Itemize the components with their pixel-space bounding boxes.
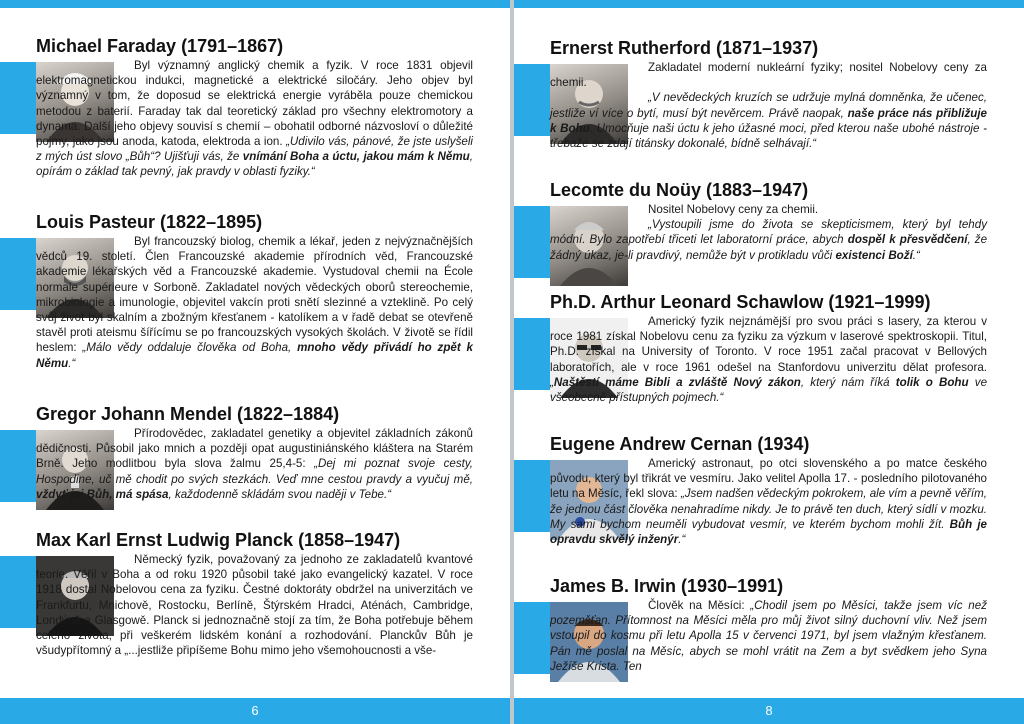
entry-irwin bbox=[514, 576, 1024, 696]
entry-text: Přírodovědec, zakladatel genetiky a objevitel základních zákonů dědičnosti. Působil jako mnich a později opat augustiniánského kláštera na Starém Brně. Jeho modlitbou byla slova žalmu 25,4-5: „Dej mi poznat svoje cesty, Hospodine, uč mě chodit po svých stezkách. Veď mne cestou pravdy a vyučuj mě, vždyť jsi Bůh, má spása, každodenně skládám svou naději v Tebe.“ bbox=[36, 427, 473, 501]
top-bar bbox=[514, 0, 1024, 8]
entry-text: Byl francouzský biolog, chemik a lékař, jeden z nejvýznačnějších vědců 19. století. Člen Francouzské akademie přírodních věd, Francouzské akademie lékařských věd a Francouzské akademie. Vystudoval chemii na École normale supérieure v Sorboně. Zakladatel nových vědeckých oborů stereochemie, mikrobiologie a imunologie, objevitel vakcín proti snětí slezinné a vzteklině. Po celý svůj život byl skalním a zbožným křesťanem - katolíkem a v řadě debat se otevřeně stavěl proti ateismu šířícímu se po francouzských vysokých školách. V životě se řídil heslem: „Málo vědy oddaluje člověka od Boha, mnoho vědy přivádí ho zpět k Němu.“ bbox=[36, 235, 473, 370]
entry-title: Eugene Andrew Cernan (1934) bbox=[550, 434, 810, 454]
top-bar bbox=[0, 0, 510, 8]
entry-du-nouy bbox=[514, 180, 1024, 290]
entry-schawlow bbox=[514, 292, 1024, 427]
blue-stripe bbox=[0, 430, 36, 502]
entry-cernan bbox=[514, 434, 1024, 569]
blue-stripe bbox=[0, 62, 36, 134]
entry-text: Člověk na Měsíci: „Chodil jsem po Měsíci, takže jsem víc než pozemšťan. Přítomnost na Měsíci měla pro můj život silný duchovní vliv. Než jsem vstoupil do kosmu při letu Apolla 15 v červenci 1971, byl jsem vlažným křesťanem. Pán mě poslal na Měsíc, abych se mohl vrátit na Zem a byt svědkem jeho Syna Ježíše Krista. Ten bbox=[550, 599, 987, 673]
entry-faraday bbox=[0, 36, 510, 206]
entry-title: Lecomte du Noüy (1883–1947) bbox=[550, 180, 809, 200]
entry-title: Ph.D. Arthur Leonard Schawlow (1921–1999) bbox=[550, 292, 931, 312]
entry-pasteur bbox=[0, 212, 510, 397]
entry-mendel bbox=[0, 404, 510, 524]
entry-text: Německý fyzik, považovaný za jednoho ze zakladatelů kvantové teorie. Věřil v Boha a od roku 1920 působil také jako evangelický kazatel. V roce 1918 dostal Nobelovou cena za fyziku. Čestné doktoráty obdržel na univerzitách ve Frankfurtu, Mnichově, Rostocku, Berlíně, Štýrském Hradci, Aténách, Cambridge, Londýně a Glasgowě. Planck si jednoznačně stojí za tím, že Boha potřebuje během celého života, při veškerém lidském konání a rozhodování. Planckův Bůh je všudypřítomný a „...jestliže připíšeme Bohu mimo jeho všemohoucnosti a vše- bbox=[36, 553, 473, 658]
entry-title: Gregor Johann Mendel (1822–1884) bbox=[36, 404, 340, 424]
right-page bbox=[514, 0, 1024, 724]
entry-title: Michael Faraday (1791–1867) bbox=[36, 36, 284, 56]
entry-text: Zakladatel moderní nukleární fyziky; nositel Nobelovy ceny za chemii. „V nevědeckých kruzích se udržuje mylná domněnka, že učenec, jestliže ví více o bytí, musí být nevěrcem. Právě naopak, naše práce nás přibližuje k Bohu. Umocňuje naši úctu k jeho úžasné moci, před kterou naše ubohé nástroje - třebaže se zdají titánsky dokonalé, bídně selhávají.“ bbox=[550, 61, 988, 151]
entry-planck bbox=[0, 530, 510, 695]
entry-rutherford bbox=[514, 38, 1024, 173]
page-number: 8 bbox=[514, 698, 1024, 724]
blue-stripe bbox=[514, 206, 550, 278]
entry-text: Byl významný anglický chemik a fyzik. V roce 1831 objevil elektromagnetickou indukci, magnetické a elektrické siločáry. Jeho objev byl významný v tom, že doposud se elektrická energie vyráběla pouze chemickou metodou z baterií. Faraday tak dal teoretický základ pro všechny elektromotory a dynama. Další jeho objevy souvisí s chemií – obohatil odborné názvosloví o důležité pojmy, jako jsou anoda, katoda, elektroda a ion. „Udivilo vás, pánové, že jste uslyšeli z mých úst slovo „Bůh“? Ujišťuji vás, že vnímání Boha a úctu, jakou mám k Němu, opírám o základ tak pevný, jak pravdy v oblasti fyziky.“ bbox=[36, 59, 473, 179]
entry-title: James B. Irwin (1930–1991) bbox=[550, 576, 784, 596]
blue-stripe bbox=[0, 556, 36, 628]
blue-stripe bbox=[0, 238, 36, 310]
blue-stripe bbox=[514, 460, 550, 532]
blue-stripe bbox=[514, 602, 550, 674]
entry-title: Ernerst Rutherford (1871–1937) bbox=[550, 38, 819, 58]
entry-text: Nositel Nobelovy ceny za chemii. „Vystoupili jsme do života se skepticismem, který byl tehdy módní. Bylo zapotřebí třiceti let laboratorní práce, abych dospěl k přesvědčení, že žádný úkaz, je-li pravdivý, nemůže být v protikladu vůči existenci Boží.“ bbox=[550, 203, 988, 262]
entry-text: Americký astronaut, po otci slovenského a po matce českého původu, který byl třikrát ve vesmíru. Jako velitel Apolla 17. - posledního pilotovaného letu na Měsíc, řekl slova: „Jsem nadšen vědeckým pokrokem, ale vím a pevně věřím, že jednou část člověka nenahradíme nikdy. Je to právě ten duch, který sídlí v mozku. My sami bychom neuměli vybudovat vesmír, ve kterém bychom mohli žít. Bůh je opravdu skvělý inženýr.“ bbox=[550, 457, 987, 547]
entry-text: Americký fyzik nejznámější pro svou práci s lasery, za kterou v roce 1981 získal Nobelovu cenu za fyziku za výzkum v laserové spektroskopii. Titul, Ph.D. získal na University of Toronto. V roce 1951 začal pracovat v Bellových laboratořích, ale v roce 1961 odešel na Stanfordovu univerzitu dělat profesora. „Naštěstí máme Bibli a zvláště Nový zákon, který nám říká tolik o Bohu ve všeobecně přístupných pojmech.“ bbox=[550, 315, 988, 405]
entry-title: Louis Pasteur (1822–1895) bbox=[36, 212, 263, 232]
left-page bbox=[0, 0, 510, 724]
blue-stripe bbox=[514, 64, 550, 136]
entry-title: Max Karl Ernst Ludwig Planck (1858–1947) bbox=[36, 530, 401, 550]
blue-stripe bbox=[514, 318, 550, 390]
page-number: 6 bbox=[0, 698, 510, 724]
